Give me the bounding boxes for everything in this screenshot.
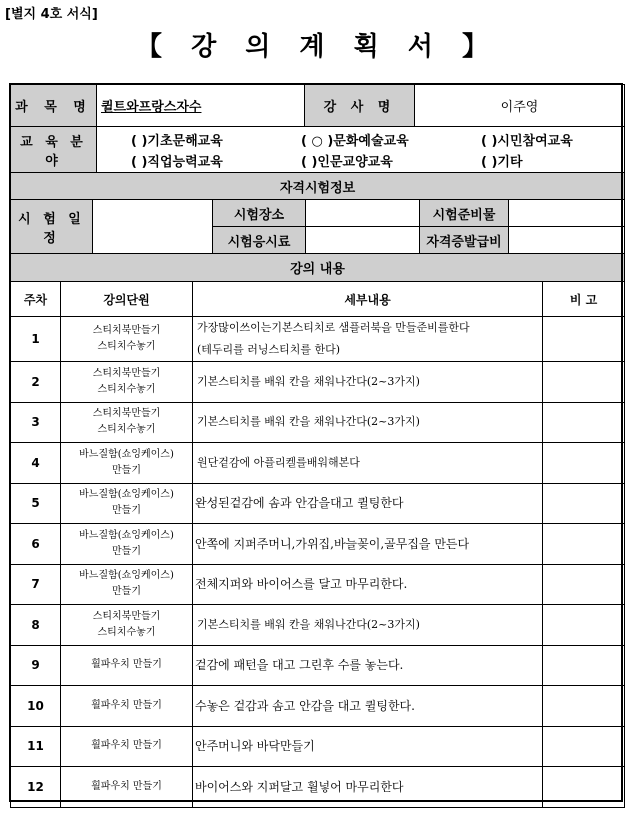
lecture-note[interactable] — [543, 402, 625, 443]
table-row — [11, 767, 625, 808]
unit-header: 강의단원 — [61, 282, 193, 317]
lecture-unit[interactable] — [61, 645, 193, 686]
category-other[interactable]: ( )기타 — [481, 154, 523, 170]
lecture-unit-line: 휠파우치 만들기 — [91, 699, 162, 711]
lecture-detail-line: 가장많이쓰이는기본스티치로 샘플러북을 만들준비를한다 — [197, 321, 470, 334]
table-row — [11, 362, 625, 403]
subject-value[interactable]: 퀼트와프랑스자수 — [97, 85, 305, 127]
lecture-note[interactable] — [543, 686, 625, 727]
lecture-rows — [11, 317, 625, 808]
table-row — [11, 605, 625, 646]
week-number: 2 — [11, 362, 61, 403]
instructor-value[interactable]: 이주영 — [415, 85, 625, 127]
lecture-note[interactable] — [543, 524, 625, 565]
table-row — [11, 726, 625, 767]
lecture-detail-line: 전체지퍼와 바이어스를 달고 마무리한다. — [195, 577, 408, 592]
lecture-unit-line: 스티치북만들기 — [92, 610, 161, 622]
lecture-note[interactable] — [543, 645, 625, 686]
lecture-unit-line: 스티치수놓기 — [97, 424, 156, 436]
exam-prep-value[interactable] — [509, 200, 625, 227]
table-row — [11, 317, 625, 362]
lecture-unit-line: 스티치북만들기 — [92, 325, 161, 336]
lecture-unit-line: 만들기 — [112, 545, 141, 557]
table-row — [11, 483, 625, 524]
lecture-note[interactable] — [543, 362, 625, 403]
lecture-detail-line: 기본스티치를 배워 칸을 채워나간다(2~3가지) — [197, 617, 420, 631]
lecture-detail-line: 완성된겉감에 솜과 안감을대고 퀼팅한다 — [195, 496, 404, 511]
lecture-detail[interactable] — [193, 726, 543, 767]
lecture-unit-line: 스티치수놓기 — [97, 626, 156, 638]
table-row — [11, 645, 625, 686]
lecture-note[interactable] — [543, 317, 625, 362]
exam-prep-label: 시험준비물 — [420, 200, 509, 227]
lecture-unit[interactable] — [61, 402, 193, 443]
lecture-detail[interactable] — [193, 564, 543, 605]
week-number: 8 — [11, 605, 61, 646]
lecture-unit-line: 스티치북만들기 — [92, 367, 161, 379]
lecture-detail-line: 겉감에 패턴을 대고 그린후 수를 놓는다. — [195, 658, 404, 673]
lecture-unit[interactable] — [61, 564, 193, 605]
lecture-plan-table — [10, 253, 625, 808]
cert-fee-label: 자격증발급비 — [420, 227, 509, 254]
course-info-table — [10, 84, 625, 173]
lecture-note[interactable] — [543, 726, 625, 767]
week-number: 5 — [11, 483, 61, 524]
cert-fee-value[interactable] — [509, 227, 625, 254]
table-row — [11, 524, 625, 565]
week-header: 주차 — [11, 282, 61, 317]
lecture-detail[interactable] — [193, 686, 543, 727]
lecture-detail[interactable] — [193, 443, 543, 484]
instructor-label: 강 사 명 — [305, 85, 415, 127]
week-number: 1 — [11, 317, 61, 362]
lecture-detail-line: 기본스티치를 배워 칸을 채워나간다(2~3가지) — [197, 415, 420, 429]
exam-fee-value[interactable] — [306, 227, 420, 254]
lecture-note[interactable] — [543, 605, 625, 646]
note-header: 비 고 — [543, 282, 625, 317]
exam-place-label: 시험장소 — [213, 200, 306, 227]
lecture-unit-line: 바느질함(쇼잉케이스) — [79, 529, 174, 541]
lecture-detail[interactable] — [193, 767, 543, 808]
lecture-detail-line: 기본스티치를 배워 칸을 채워나간다(2~3가지) — [197, 374, 420, 388]
table-row — [11, 686, 625, 727]
lecture-unit[interactable] — [61, 443, 193, 484]
lecture-detail-line: 안주머니와 바닥만들기 — [195, 739, 315, 754]
week-number: 11 — [11, 726, 61, 767]
category-basic-literacy[interactable]: ( )기초문해교육 — [131, 133, 223, 149]
lecture-unit-line: 휠파우치 만들기 — [91, 780, 162, 792]
table-row — [11, 443, 625, 484]
lecture-section-title: 강의 내용 — [11, 254, 625, 282]
lecture-detail-line: 바이어스와 지퍼달고 휠넣어 마무리한다 — [195, 779, 404, 794]
week-number: 6 — [11, 524, 61, 565]
category-culture-arts[interactable]: ( ○ )문화예술교육 — [301, 133, 409, 149]
lecture-unit[interactable] — [61, 317, 193, 362]
lecture-note[interactable] — [543, 443, 625, 484]
education-field-label: 교 육 분 야 — [11, 127, 97, 173]
detail-header: 세부내용 — [193, 282, 543, 317]
lecture-detail[interactable] — [193, 362, 543, 403]
lecture-unit[interactable] — [61, 483, 193, 524]
category-vocational[interactable]: ( )직업능력교육 — [131, 154, 223, 170]
exam-place-value[interactable] — [306, 200, 420, 227]
exam-section-title: 자격시험정보 — [11, 173, 625, 200]
form-number-label: [별지 4호 서식] — [5, 7, 98, 22]
exam-date-label: 시 험 일 정 — [11, 200, 93, 254]
lecture-unit[interactable] — [61, 524, 193, 565]
lecture-unit-line: 바느질함(쇼잉케이스) — [79, 448, 174, 460]
education-field-options — [97, 127, 625, 173]
week-number: 9 — [11, 645, 61, 686]
category-civic[interactable]: ( )시민참여교육 — [481, 133, 573, 149]
lecture-unit-line: 휠파우치 만들기 — [91, 659, 162, 671]
document-title: 【 강 의 계 획 서 】 — [136, 32, 498, 62]
lecture-detail[interactable] — [193, 402, 543, 443]
lecture-unit-line: 만들기 — [112, 505, 141, 517]
lecture-detail[interactable] — [193, 645, 543, 686]
lecture-unit-line: 만들기 — [112, 464, 141, 476]
lecture-detail[interactable] — [193, 483, 543, 524]
lecture-unit-line: 바느질함(쇼잉케이스) — [79, 489, 174, 501]
lecture-unit[interactable] — [61, 726, 193, 767]
subject-label: 과 목 명 — [11, 85, 97, 127]
lecture-unit-line: 바느질함(쇼잉케이스) — [79, 570, 174, 582]
lecture-unit[interactable] — [61, 605, 193, 646]
exam-date-value[interactable] — [93, 200, 213, 254]
lecture-unit[interactable] — [61, 767, 193, 808]
exam-info-table — [10, 172, 625, 254]
lecture-unit-line: 만들기 — [112, 586, 141, 598]
lecture-detail-line: 원단겉감에 아플리켈를배워해본다 — [197, 455, 360, 469]
lecture-note[interactable] — [543, 564, 625, 605]
lecture-detail[interactable] — [193, 524, 543, 565]
lecture-unit-line: 스티치수놓기 — [97, 383, 156, 395]
lecture-detail-line: 안쪽에 지퍼주머니,가위집,바늘꽂이,골무집을 만든다 — [195, 536, 470, 551]
lecture-detail-line: 수놓은 겉감과 솜고 안감을 대고 퀼팅한다. — [195, 698, 415, 713]
week-number: 4 — [11, 443, 61, 484]
week-number: 10 — [11, 686, 61, 727]
exam-fee-label: 시험응시료 — [213, 227, 306, 254]
lecture-unit-line: 휠파우치 만들기 — [91, 740, 162, 752]
lecture-detail[interactable] — [193, 317, 543, 362]
table-row — [11, 564, 625, 605]
week-number: 7 — [11, 564, 61, 605]
lecture-detail-line: (테두리를 러닝스티치를 한다) — [197, 343, 341, 356]
lecture-unit[interactable] — [61, 362, 193, 403]
lecture-detail[interactable] — [193, 605, 543, 646]
lecture-unit[interactable] — [61, 686, 193, 727]
table-row — [11, 402, 625, 443]
category-humanities[interactable]: ( )인문교양교육 — [301, 154, 393, 170]
lecture-unit-line: 스티치북만들기 — [92, 408, 161, 420]
lecture-unit-line: 스티치수놓기 — [97, 341, 156, 352]
lecture-note[interactable] — [543, 483, 625, 524]
week-number: 3 — [11, 402, 61, 443]
week-number: 12 — [11, 767, 61, 808]
lecture-note[interactable] — [543, 767, 625, 808]
